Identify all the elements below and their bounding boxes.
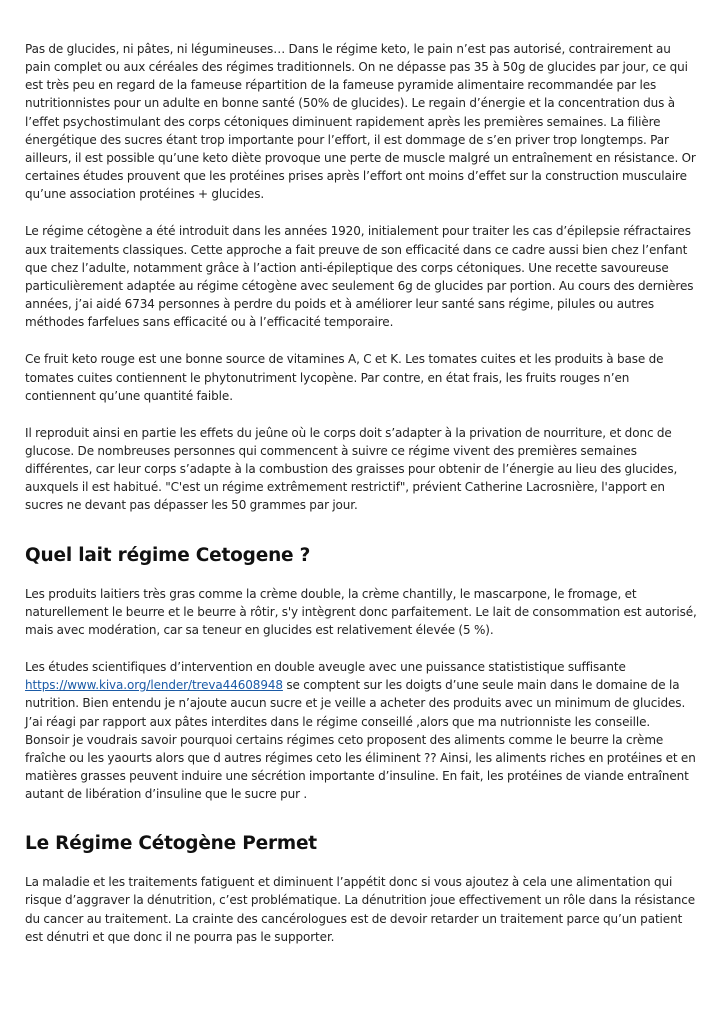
paragraph-regime-cetogene-history: Le régime cétogène a été introduit dans les années 1920, initialement pour traiter les cas d’épilepsie réfractaires aux traitements classiques. Cette approche a fait preuve de son efficacité dans ce cadre aussi bien chez l’enfant que chez l’adulte, notamment grâce à l’action anti-épileptique des corps cétoniques. Une recette savoureuse particulièrement adaptée au régime cétogène avec seulement 6g de glucides par portion. Au cours des dernières années, j’ai aidé 6734 personnes à perdre du poids et à améliorer leur santé sans régime, pilules ou autres méthodes farfelues sans efficacité ou à l’efficacité temporaire. bbox=[25, 224, 694, 330]
heading-quel-lait: Quel lait régime Cetogene ? bbox=[25, 544, 311, 566]
article bbox=[25, 40, 697, 946]
paragraph-produits-laitiers: Les produits laitiers très gras comme la crème double, la crème chantilly, le mascarpone, le fromage, et naturellement le beurre et le beurre à rôtir, s'y intègrent donc parfaitement. Le lait de consommation est autorisé, mais avec modération, car sa teneur en glucides est relativement élevée (5 %). bbox=[25, 586, 697, 637]
kiva-lender-link[interactable]: https://www.kiva.org/lender/treva44608948 bbox=[25, 678, 283, 693]
text-etudes-start: Les études scientifiques d’intervention en double aveugle avec une puissance statististique suffisante bbox=[25, 660, 626, 675]
paragraph-jeune-effects: Il reproduit ainsi en partie les effets du jeûne où le corps doit s’adapter à la privation de nourriture, et donc de glucose. De nombreuses personnes qui commencent à suivre ce régime vivent des premières semaines différentes, car leur corps s’adapte à la combustion des graisses pour obtenir de l’énergie au lieu des glucides, auxquels il est habitué. "C'est un régime extrêmement restrictif", prévient Catherine Lacrosnière, l'apport en sucres ne devant pas dépasser les 50 grammes par jour. bbox=[25, 425, 678, 513]
paragraph-etudes-scientifiques bbox=[25, 658, 697, 803]
paragraph-keto-glucides: Pas de glucides, ni pâtes, ni légumineuses… Dans le régime keto, le pain n’est pas autorisé, contrairement au pain complet ou aux céréales des régimes traditionnels. On ne dépasse pas 35 à 50g de glucides par jour, ce qui est très peu en regard de la fameuse répartition de la fameuse pyramide alimentaire recommandée par les nutritionnistes pour un adulte en bonne santé (50% de glucides). Le regain d’énergie et la concentration dus à l’effet psychostimulant des corps cétoniques diminuent rapidement après les premières semaines. La filière énergétique des sucres étant trop importante pour l’effort, il est dommage de s’en priver trop longtemps. Par ailleurs, il est possible qu’une keto diète provoque une perte de muscle malgré un entraînement en résistance. Or certaines études prouvent que les protéines prises après l’effort ont moins d’effet sur la construction musculaire qu’une association protéines + glucides. bbox=[25, 42, 696, 202]
text-etudes-end: se comptent sur les doigts d’une seule main dans le domaine de la nutrition. Bien entendu je n’ajoute aucun sucre et je veille a acheter des produits avec un minimum de glucides. J’ai réagi par rapport aux pâtes interdites dans le régime conseillé ,alors que ma nutrionniste les conseille. Bonsoir je voudrais savoir pourquoi certains régimes ceto proposent des aliments comme le beurre la crème fraîche ou les yaourts alors que d autres régimes ceto les éliminent ?? Ainsi, les aliments riches en protéines et en matières grasses peuvent induire une sécrétion importante d’insuline. En fait, les protéines de viande entraînent autant de libération d’insuline que le sucre pur . bbox=[25, 678, 696, 802]
paragraph-maladie-traitements: La maladie et les traitements fatiguent et diminuent l’appétit donc si vous ajoutez à cela une alimentation qui risque d’aggraver la dénutrition, c’est problématique. La dénutrition joue effectivement un rôle dans la résistance du cancer au traitement. La crainte des cancérologues est de devoir retarder un traitement parce qu’un patient est dénutri et que donc il ne pourra pas le supporter. bbox=[25, 875, 696, 944]
paragraph-fruit-keto-rouge: Ce fruit keto rouge est une bonne source de vitamines A, C et K. Les tomates cuites et les produits à base de tomates cuites contiennent le phytonutriment lycopène. Par contre, en état frais, les fruits rouges n’en contiennent qu’une quantité faible. bbox=[25, 352, 664, 403]
heading-regime-cetogene-permet: Le Régime Cétogène Permet bbox=[25, 833, 317, 855]
